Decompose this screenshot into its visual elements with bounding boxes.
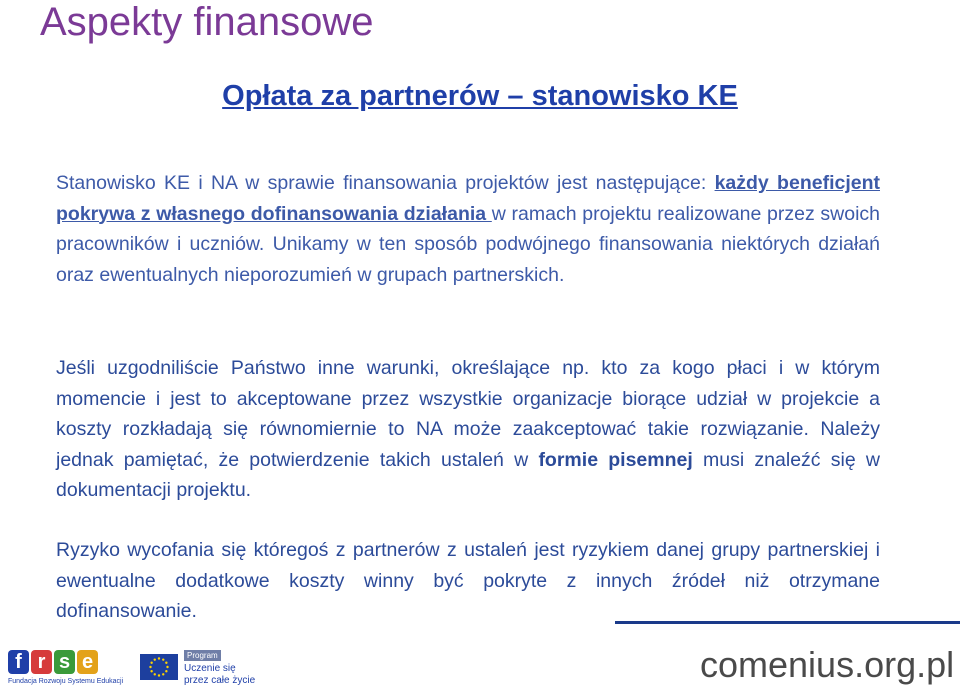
- eu-star-icon: [154, 673, 156, 675]
- divider-line: [615, 621, 960, 624]
- comenius-website-logo: comenius.org.pl: [700, 644, 955, 685]
- frse-letter-e: e: [77, 650, 98, 674]
- eu-star-icon: [162, 658, 164, 660]
- eu-star-icon: [158, 674, 160, 676]
- eu-star-icon: [165, 662, 167, 664]
- lifelong-learning-programme-logo: [184, 648, 264, 688]
- frse-letter-r: r: [31, 650, 52, 674]
- footer-logos: [0, 640, 960, 700]
- frse-letters: [8, 650, 98, 674]
- paragraph1-emphasis: każdy beneficjent pokrywa z własnego dofinansowania działania: [56, 172, 880, 225]
- program-line1: Uczenie się: [184, 663, 236, 674]
- eu-star-icon: [158, 657, 160, 659]
- paragraph2-lead: Jeśli uzgodniliście Państwo inne warunki, określające np. kto za kogo płaci i w którym momencie i jest to akceptowane przez wszystkie organizacje biorące udział w projekcie a koszty rozkładają się równomiernie to NA może zaakceptować takie rozwiązanie. Należy jednak pamiętać, że potwierdzenie takich ustaleń w: [56, 357, 880, 471]
- eu-star-icon: [150, 670, 152, 672]
- slide-title: Aspekty finansowe: [40, 0, 374, 44]
- paragraph2-rest: musi znaleźć się w dokumentacji projektu.: [56, 448, 881, 501]
- frse-logo: [8, 650, 124, 698]
- program-label: Program: [184, 650, 221, 661]
- paragraph-withdrawal-risk: Ryzyko wycofania się któregoś z partnerów z ustaleń jest ryzykiem danej grupy partnerskiej i ewentualne dodatkowe koszty winny być pokryte z innych źródeł niż otrzymane dofinansowanie.: [56, 539, 880, 622]
- eu-star-icon: [154, 658, 156, 660]
- eu-star-icon: [162, 673, 164, 675]
- frse-letter-f: f: [8, 650, 29, 674]
- eu-flag-icon: [140, 654, 178, 680]
- frse-letter-s: s: [54, 650, 75, 674]
- paragraph1-rest: w ramach projektu realizowane przez swoich pracowników i uczniów. Unikamy w ten sposób podwójnego finansowania niektórych działań oraz ewentualnych nieporozumień w grupach partnerskich.: [56, 202, 880, 286]
- program-line2: przez całe życie: [184, 675, 256, 686]
- eu-star-icon: [165, 670, 167, 672]
- eu-star-icon: [150, 662, 152, 664]
- paragraph2-strong: formie pisemnej: [538, 448, 693, 471]
- slide-subtitle: Opłata za partnerów – stanowisko KE: [222, 80, 738, 112]
- eu-star-icon: [166, 666, 168, 668]
- paragraph-commission-position: [56, 168, 880, 290]
- eu-star-icon: [149, 666, 151, 668]
- paragraph1-lead: Stanowisko KE i NA w sprawie finansowania projektów jest następujące:: [56, 172, 715, 194]
- frse-caption: Fundacja Rozwoju Systemu Edukacji: [8, 678, 124, 685]
- paragraph-other-arrangements: [56, 353, 880, 506]
